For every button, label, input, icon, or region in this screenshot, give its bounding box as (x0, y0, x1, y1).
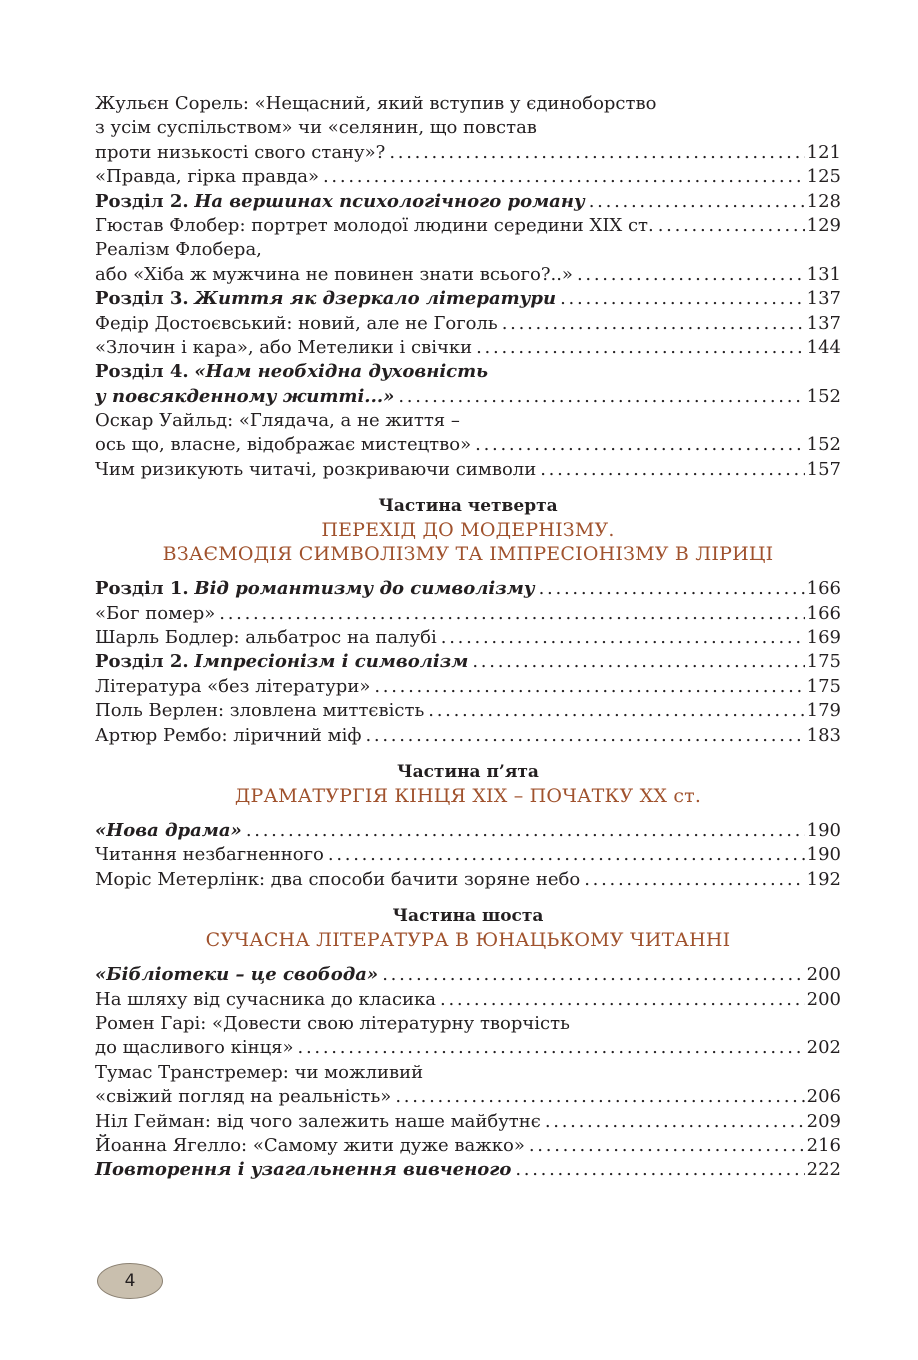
toc-entry[interactable] (95, 1085, 841, 1109)
toc-page-number: 179 (806, 700, 841, 722)
toc-entry-text: Поль Верлен: зловлена миттєвість (95, 700, 425, 722)
toc-entry[interactable] (95, 843, 841, 867)
leader-dots (365, 724, 804, 748)
toc-page-number: 200 (806, 964, 841, 986)
leader-dots (382, 963, 804, 987)
part-label: Частина п’ята (397, 761, 539, 782)
toc-entry-text: «Правда, гірка правда» (95, 166, 319, 188)
toc-page-number: 125 (806, 166, 841, 188)
toc-section-entry[interactable] (95, 819, 841, 843)
toc-entry-text: або «Хіба ж мужчина не повинен знати всього?..» (95, 263, 573, 285)
toc-entry[interactable] (95, 699, 841, 723)
leader-dots (540, 458, 804, 482)
toc-section-entry[interactable] (95, 385, 841, 409)
toc-page-number: 202 (806, 1037, 841, 1059)
toc-entry-text: Шарль Бодлер: альбатрос на палубі (95, 627, 437, 649)
leader-dots (475, 433, 805, 457)
leader-dots (476, 336, 805, 360)
toc-section-entry[interactable] (95, 190, 841, 214)
leader-dots (219, 602, 804, 626)
toc-entry-text: «Бог помер» (95, 602, 216, 624)
toc-entry-text: «Злочин і кара», або Метелики і свічки (95, 336, 473, 358)
toc-entry[interactable] (95, 988, 841, 1012)
toc-page-number: 137 (806, 288, 841, 310)
toc-entry[interactable] (95, 1110, 841, 1134)
section-title: Повторення і узагальнення вивченого (95, 1159, 512, 1181)
toc-entry-text: Ромен Гарі: «Довести свою літературну творчість (95, 1012, 570, 1034)
toc-block-part4 (95, 577, 841, 748)
toc-entry-text: Йоанна Ягелло: «Самому жити дуже важко» (95, 1134, 525, 1156)
toc-entry[interactable] (95, 1036, 841, 1060)
toc-line (95, 1012, 841, 1036)
toc-entry-text: Оскар Уайльд: «Глядача, а не життя – (95, 410, 460, 432)
leader-dots (440, 988, 805, 1012)
toc-page-number: 183 (806, 724, 841, 746)
toc-page-number: 152 (806, 385, 841, 407)
toc-entry-text: Література «без літератури» (95, 675, 371, 697)
toc-section-entry[interactable] (95, 1158, 841, 1182)
part-title: ДРАМАТУРГІЯ КІНЦЯ XIX – ПОЧАТКУ XX ст. (234, 784, 702, 807)
leader-dots (515, 1158, 804, 1182)
toc-entry[interactable] (95, 675, 841, 699)
toc-page-number: 175 (806, 675, 841, 697)
toc-entry[interactable] (95, 1134, 841, 1158)
toc-entry-text: На шляху від сучасника до класика (95, 988, 437, 1010)
toc-line (95, 92, 841, 116)
toc-entry-text: до щасливого кінця» (95, 1037, 294, 1059)
toc-entry[interactable] (95, 312, 841, 336)
toc-entry-text: Тумас Транстремер: чи можливий (95, 1061, 424, 1083)
section-title: у повсякденному житті...» (95, 385, 395, 407)
page-number: 4 (124, 1271, 136, 1291)
toc-entry-text: проти низькості свого стану»? (95, 141, 386, 163)
leader-dots (584, 868, 804, 892)
leader-dots (323, 165, 805, 189)
section-title: «Нам необхідна духовність (194, 361, 489, 383)
toc-page-number: 175 (806, 651, 841, 673)
section-prefix: Розділ 1. (95, 578, 189, 600)
leader-dots (374, 675, 804, 699)
leader-dots (658, 214, 805, 238)
section-prefix: Розділ 2. (95, 651, 189, 673)
toc-entry[interactable] (95, 433, 841, 457)
toc-entry-text: з усім суспільством» чи «селянин, що повстав (95, 117, 537, 139)
toc-section-entry[interactable] (95, 577, 841, 601)
leader-dots (428, 699, 804, 723)
leader-dots (395, 1085, 804, 1109)
toc-section-line (95, 360, 841, 384)
leader-dots (589, 190, 805, 214)
toc-entry[interactable] (95, 263, 841, 287)
page-number-badge (97, 1263, 163, 1299)
section-title: Від романтизму до символізму (194, 578, 535, 600)
toc-entry-text: Артюр Рембо: ліричний міф (95, 724, 362, 746)
part-five-header (95, 760, 841, 808)
section-title: На вершинах психологічного роману (194, 190, 585, 212)
toc-page-number: 144 (806, 336, 841, 358)
toc-entry[interactable] (95, 868, 841, 892)
section-title: Життя як дзеркало літератури (194, 288, 557, 310)
part-six-header (95, 904, 841, 952)
toc-entry-text: «свіжий погляд на реальність» (95, 1086, 392, 1108)
toc-line (95, 409, 841, 433)
part-title: ПЕРЕХІД ДО МОДЕРНІЗМУ. (321, 519, 615, 542)
toc-entry[interactable] (95, 165, 841, 189)
leader-dots (441, 626, 805, 650)
toc-page-number: 192 (806, 868, 841, 890)
toc-entry-text: Федір Достоєвський: новий, але не Гоголь (95, 312, 498, 334)
toc-line (95, 116, 841, 140)
part-label: Частина шоста (392, 906, 544, 927)
toc-entry[interactable] (95, 626, 841, 650)
leader-dots (246, 819, 805, 843)
toc-entry[interactable] (95, 336, 841, 360)
toc-entry[interactable] (95, 602, 841, 626)
toc-section-entry[interactable] (95, 650, 841, 674)
toc-page-number: 216 (806, 1134, 841, 1156)
toc-page-number: 190 (806, 819, 841, 841)
leader-dots (328, 843, 805, 867)
part-four-header (95, 494, 841, 566)
leader-dots (545, 1110, 805, 1134)
part-label: Частина четверта (378, 496, 558, 517)
toc-page-number: 131 (806, 263, 841, 285)
leader-dots (398, 385, 804, 409)
toc-page-number: 166 (806, 602, 841, 624)
toc-page-number: 190 (806, 844, 841, 866)
toc-entry[interactable] (95, 141, 841, 165)
toc-line (95, 1061, 841, 1085)
toc-entry[interactable] (95, 724, 841, 748)
toc-page-number: 121 (806, 141, 841, 163)
toc-entry-text: Чим ризикують читачі, розкриваючи символи (95, 458, 537, 480)
toc-page-number: 169 (806, 627, 841, 649)
toc-block-part5 (95, 819, 841, 892)
leader-dots (389, 141, 804, 165)
leader-dots (577, 263, 805, 287)
part-title: СУЧАСНА ЛІТЕРАТУРА В ЮНАЦЬКОМУ ЧИТАННІ (205, 929, 731, 952)
leader-dots (472, 650, 804, 674)
leader-dots (502, 312, 805, 336)
toc-page-number: 129 (806, 214, 841, 236)
toc-entry-text: Жульєн Сорель: «Нещасний, який вступив у єдиноборство (95, 93, 657, 114)
toc-page-number: 209 (806, 1110, 841, 1132)
toc-block-1 (95, 92, 841, 482)
section-title: Імпресіонізм і символізм (194, 651, 469, 673)
toc-page-number: 166 (806, 578, 841, 600)
toc-section-entry[interactable] (95, 287, 841, 311)
toc-page-number: 157 (806, 458, 841, 480)
section-title: «Бібліотеки – це свобода» (95, 964, 379, 986)
toc-page-number: 137 (806, 312, 841, 334)
leader-dots (560, 287, 805, 311)
toc-entry-text: Ніл Гейман: від чого залежить наше майбутнє (95, 1110, 541, 1132)
section-prefix: Розділ 3. (95, 288, 189, 310)
toc-line (95, 238, 841, 262)
toc-section-entry[interactable] (95, 963, 841, 987)
toc-entry-text: Реалізм Флобера, (95, 239, 262, 261)
section-prefix: Розділ 2. (95, 190, 189, 212)
toc-block-part6 (95, 963, 841, 1183)
toc-entry-text: ось що, власне, відображає мистецтво» (95, 434, 472, 456)
toc-entry-text: Гюстав Флобер: портрет молодої людини середини XIX ст. (95, 214, 654, 236)
toc-entry-text: Моріс Метерлінк: два способи бачити зоряне небо (95, 868, 581, 890)
part-title: ВЗАЄМОДІЯ СИМВОЛІЗМУ ТА ІМПРЕСІОНІЗМУ В ЛІРИЦІ (162, 543, 774, 566)
toc-page-number: 128 (806, 190, 841, 212)
leader-dots (539, 577, 805, 601)
leader-dots (298, 1036, 805, 1060)
section-prefix: Розділ 4. (95, 361, 189, 383)
toc-entry-text: Читання незбагненного (95, 844, 324, 866)
toc-page-number: 200 (806, 988, 841, 1010)
table-of-contents (95, 92, 841, 1183)
toc-entry[interactable] (95, 458, 841, 482)
toc-page-number: 152 (806, 434, 841, 456)
toc-page-number: 222 (806, 1159, 841, 1181)
section-title: «Нова драма» (95, 819, 242, 841)
toc-page-number: 206 (806, 1086, 841, 1108)
leader-dots (529, 1134, 805, 1158)
toc-entry[interactable] (95, 214, 841, 238)
